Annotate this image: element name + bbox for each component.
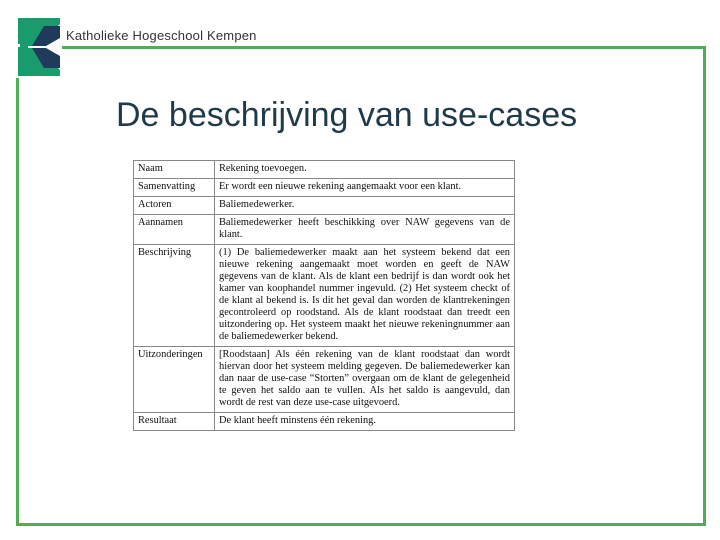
table-row (134, 245, 515, 347)
use-case-table (133, 160, 515, 431)
row-value: (1) De baliemedewerker maakt aan het systeem bekend dat een nieuwe rekening aangemaakt moet worden en geeft de NAW gegevens van de klant. Als de klant een bedrijf is dan wordt ook het kamer van koophandel nummer ingevuld. (2) Het systeem checkt of de klant al bekend is. Is dit het geval dan worden de klantrekeningen gecontroleerd op roodstand. Als de klant roodstaat dan treedt een uitzondering op. Het systeem maakt het nieuwe rekeningnummer aan de baliemedewerker bekend. (215, 245, 515, 347)
row-label: Uitzonderingen (134, 347, 215, 413)
row-label: Samenvatting (134, 179, 215, 197)
table-row (134, 347, 515, 413)
row-value: Baliemedewerker. (215, 197, 515, 215)
row-label: Actoren (134, 197, 215, 215)
table-row (134, 413, 515, 431)
row-value: Baliemedewerker heeft beschikking over NAW gegevens van de klant. (215, 215, 515, 245)
row-value: [Roodstaan] Als één rekening van de klant roodstaat dan wordt hiervan door het systeem melding gegeven. De baliemedewerker kan dan naar de use-case “Storten” overgaan om de klant de gelegenheid te geven het saldo aan te vullen. Als het saldo is aangevuld, dan wordt de rest van deze use-case uitgevoerd. (215, 347, 515, 413)
row-label: Naam (134, 161, 215, 179)
row-value: Er wordt een nieuwe rekening aangemaakt voor een klant. (215, 179, 515, 197)
table-row (134, 161, 515, 179)
table-row (134, 215, 515, 245)
row-label: Aannamen (134, 215, 215, 245)
row-label: Resultaat (134, 413, 215, 431)
table-row (134, 197, 515, 215)
row-label: Beschrijving (134, 245, 215, 347)
slide-title: De beschrijving van use-cases (116, 96, 578, 134)
row-value: Rekening toevoegen. (215, 161, 515, 179)
row-value: De klant heeft minstens één rekening. (215, 413, 515, 431)
table-row (134, 179, 515, 197)
school-name: Katholieke Hogeschool Kempen (66, 28, 257, 43)
school-logo (16, 16, 62, 78)
